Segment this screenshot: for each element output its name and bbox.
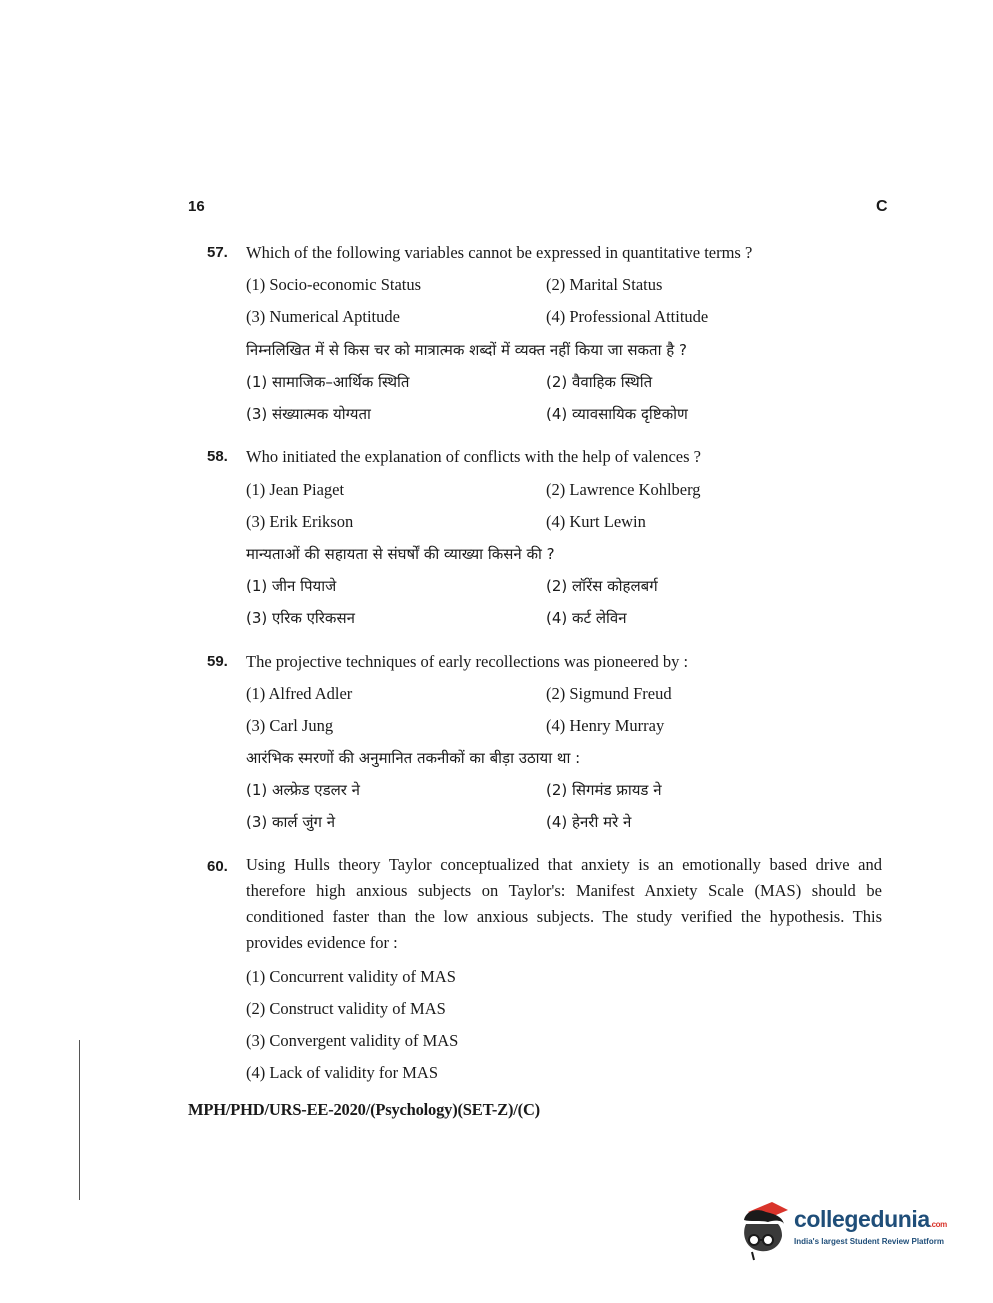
logo-tagline: India's largest Student Review Platform — [794, 1237, 944, 1246]
question-text-hi: आरंभिक स्मरणों की अनुमानित तकनीकों का बीड़ा उठाया था : — [246, 749, 581, 767]
option-4-hi: (4) हेनरी मरे ने — [546, 813, 632, 831]
option-3-hi: (3) कार्ल जुंग ने — [246, 813, 336, 831]
option-2-en: (2) Construct validity of MAS — [246, 999, 446, 1018]
question-text-hi: मान्यताओं की सहायता से संघर्षों की व्याख्या किसने की ? — [246, 545, 555, 563]
question-text-en: Which of the following variables cannot be expressed in quantitative terms ? — [246, 243, 753, 262]
option-4-en: (4) Kurt Lewin — [546, 512, 646, 531]
option-3-en: (3) Convergent validity of MAS — [246, 1031, 459, 1050]
option-2-hi: (2) वैवाहिक स्थिति — [546, 373, 653, 391]
logo-wordmark: collegedunia.com — [794, 1206, 947, 1232]
option-3-hi: (3) एरिक एरिकसन — [246, 609, 355, 627]
option-2-en: (2) Lawrence Kohlberg — [546, 480, 701, 499]
option-3-hi: (3) संख्यात्मक योग्यता — [246, 405, 371, 423]
collegedunia-logo — [738, 1196, 963, 1262]
option-4-en: (4) Henry Murray — [546, 716, 665, 735]
option-2-hi: (2) सिगमंड फ्रायड ने — [546, 781, 662, 799]
question-number: 60. — [207, 858, 228, 875]
question-number: 57. — [207, 244, 228, 261]
question-number: 59. — [207, 653, 228, 670]
set-code: C — [876, 198, 888, 215]
option-1-hi: (1) अल्फ्रेड एडलर ने — [246, 781, 360, 799]
option-1-hi: (1) सामाजिक–आर्थिक स्थिति — [246, 373, 410, 391]
margin-line — [79, 1040, 80, 1200]
option-2-en: (2) Sigmund Freud — [546, 684, 672, 703]
option-1-en: (1) Socio-economic Status — [246, 275, 422, 294]
question-number: 58. — [207, 448, 228, 465]
option-4-en: (4) Professional Attitude — [546, 307, 709, 326]
option-2-hi: (2) लॉरेंस कोहलबर्ग — [546, 577, 658, 595]
question-text-en: The projective techniques of early recollections was pioneered by : — [246, 652, 689, 671]
question-text-hi: निम्नलिखित में से किस चर को मात्रात्मक शब्दों में व्यक्त नहीं किया जा सकता है ? — [246, 341, 687, 359]
option-2-en: (2) Marital Status — [546, 275, 663, 294]
option-4-hi: (4) व्यावसायिक दृष्टिकोण — [546, 405, 688, 423]
option-4-en: (4) Lack of validity for MAS — [246, 1063, 438, 1082]
option-1-en: (1) Jean Piaget — [246, 480, 345, 499]
option-1-hi: (1) जीन पियाजे — [246, 577, 337, 595]
question-text-en: Who initiated the explanation of conflicts with the help of valences ? — [246, 447, 701, 466]
option-3-en: (3) Carl Jung — [246, 716, 334, 735]
option-3-en: (3) Erik Erikson — [246, 512, 354, 531]
option-3-en: (3) Numerical Aptitude — [246, 307, 400, 326]
page-number: 16 — [188, 198, 205, 215]
question-text-en: Using Hulls theory Taylor conceptualized that anxiety is an emotionally based drive and therefore high anxious subjects on Taylor's: Manifest Anxiety Scale (MAS) should be conditioned faster than the low anxious subjects. The study verified the hypothesis. This provides evidence for : — [246, 855, 882, 952]
option-4-hi: (4) कर्ट लेविन — [546, 609, 627, 627]
option-1-en: (1) Concurrent validity of MAS — [246, 967, 456, 986]
option-1-en: (1) Alfred Adler — [246, 684, 353, 703]
paper-code-footer: MPH/PHD/URS-EE-2020/(Psychology)(SET-Z)/(C) — [188, 1100, 540, 1119]
student-mascot-icon — [738, 1196, 794, 1262]
